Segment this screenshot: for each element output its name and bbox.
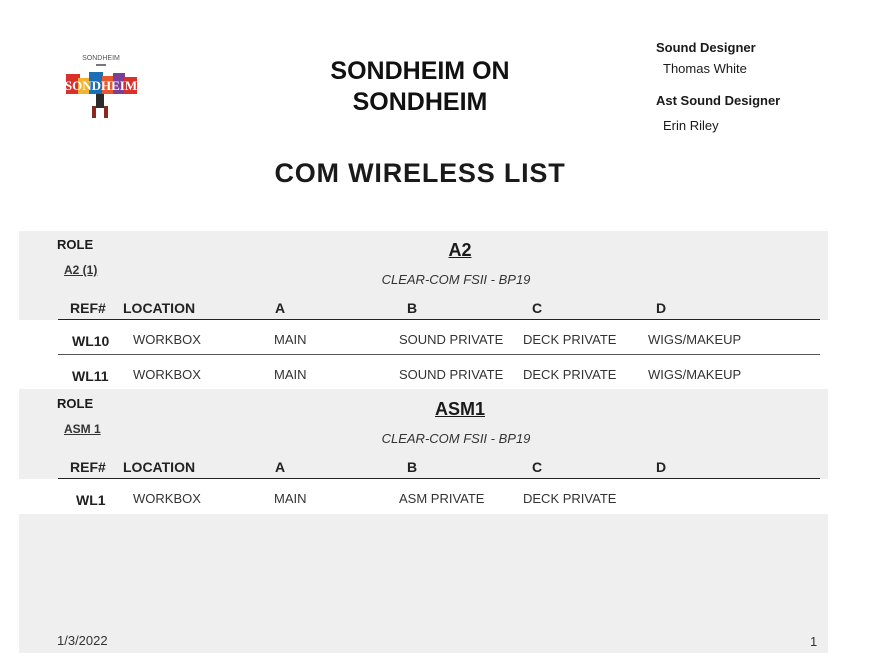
row-rule: [58, 354, 820, 355]
channel-c-cell: DECK PRIVATE: [523, 332, 617, 347]
column-header-c: C: [532, 459, 543, 475]
device-name: CLEAR-COM FSII - BP19: [381, 431, 531, 446]
ref-cell: WL11: [72, 368, 109, 384]
role-link[interactable]: ASM 1: [64, 422, 101, 436]
column-header-c: C: [532, 300, 543, 316]
location-cell: WORKBOX: [133, 332, 201, 347]
channel-b-cell: ASM PRIVATE: [399, 491, 485, 506]
credits-block: [656, 40, 836, 133]
show-title: SONDHEIM ON SONDHEIM: [330, 57, 510, 116]
location-cell: WORKBOX: [133, 491, 201, 506]
channel-a-cell: MAIN: [274, 332, 307, 347]
column-header-ref: REF#: [70, 459, 106, 475]
channel-a-cell: MAIN: [274, 491, 307, 506]
sound-designer-label: Sound Designer: [656, 40, 756, 55]
list-title: COM WIRELESS LIST: [274, 158, 566, 188]
channel-a-cell: MAIN: [274, 367, 307, 382]
channel-d-cell: WIGS/MAKEUP: [648, 332, 742, 347]
ref-cell: WL1: [76, 492, 106, 508]
device-name: CLEAR-COM FSII - BP19: [381, 272, 531, 287]
sound-designer-name: Thomas White: [663, 61, 747, 76]
column-header-location: LOCATION: [123, 459, 196, 475]
role-link[interactable]: A2 (1): [64, 263, 98, 277]
column-header-d: D: [656, 459, 667, 475]
channel-c-cell: DECK PRIVATE: [523, 367, 617, 382]
column-header-d: D: [656, 300, 667, 316]
svg-text:SONDHEIM: SONDHEIM: [64, 78, 138, 93]
page-number: 1: [810, 634, 818, 649]
show-logo: [58, 48, 144, 124]
group-title: ASM1: [434, 399, 485, 419]
channel-b-cell: SOUND PRIVATE: [399, 367, 504, 382]
column-header-a: A: [275, 459, 286, 475]
header-rule: [58, 478, 820, 479]
svg-text:SONDHEIM: SONDHEIM: [82, 55, 120, 62]
ast-sound-designer-name: Erin Riley: [663, 118, 719, 133]
ast-sound-designer-label: Ast Sound Designer: [656, 93, 781, 108]
group-title: A2: [448, 240, 472, 260]
column-header-a: A: [275, 300, 286, 316]
channel-b-cell: SOUND PRIVATE: [399, 332, 504, 347]
location-cell: WORKBOX: [133, 367, 201, 382]
role-label: ROLE: [57, 237, 94, 252]
column-header-b: B: [407, 300, 418, 316]
column-header-location: LOCATION: [123, 300, 196, 316]
header-rule: [58, 319, 820, 320]
column-header-ref: REF#: [70, 300, 106, 316]
column-header-b: B: [407, 459, 418, 475]
channel-c-cell: DECK PRIVATE: [523, 491, 617, 506]
role-label: ROLE: [57, 396, 94, 411]
ref-cell: WL10: [72, 333, 110, 349]
footer-date: 1/3/2022: [57, 633, 108, 648]
channel-d-cell: WIGS/MAKEUP: [648, 367, 742, 382]
